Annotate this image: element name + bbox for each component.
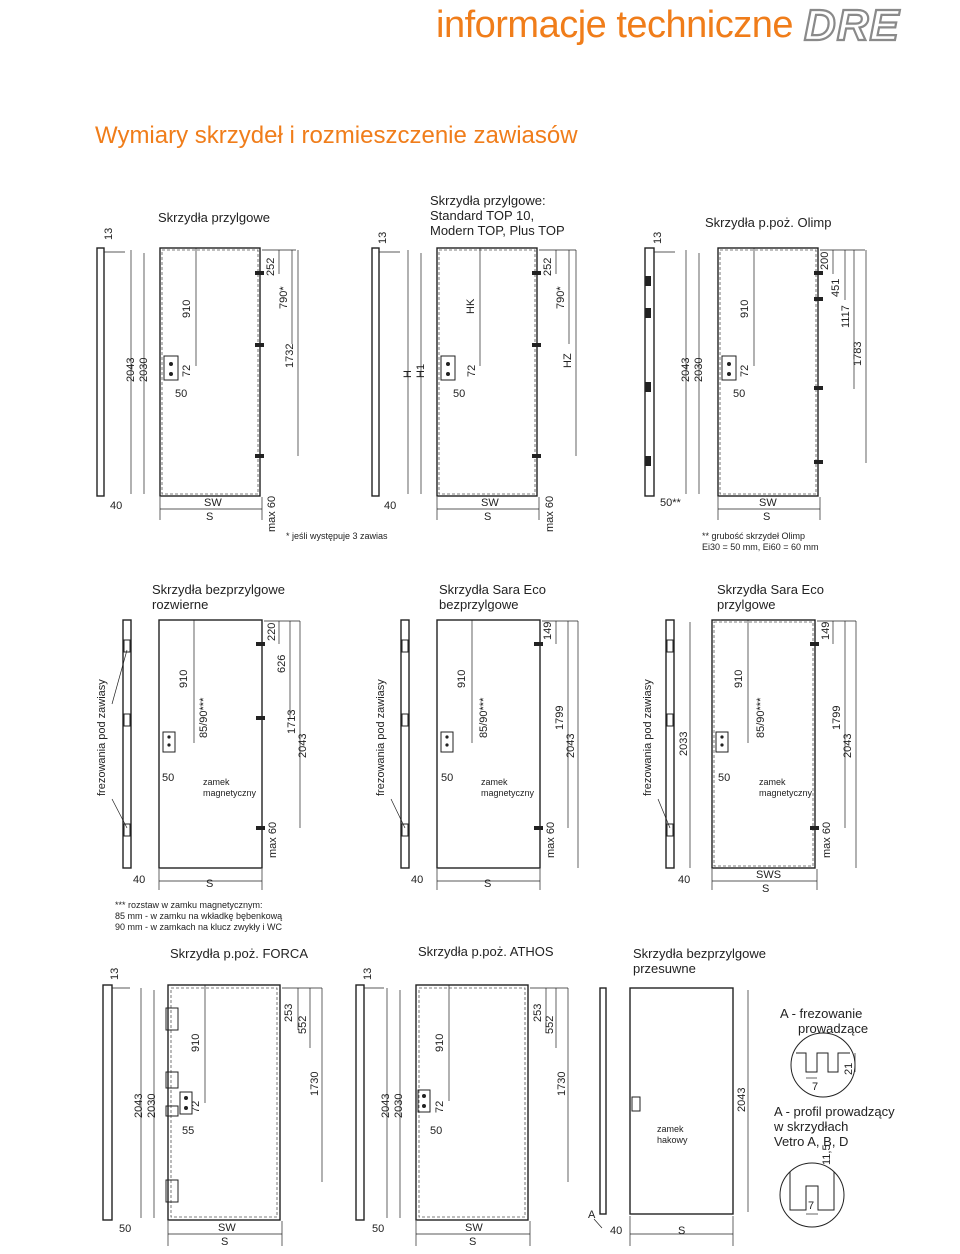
hinge [256,826,265,830]
door-leaf [416,985,528,1220]
dim-label: 149 [820,621,832,640]
door-leaf [437,248,537,496]
lock-label: zamek [481,777,508,787]
door-leaf [718,248,818,496]
dim-label: max 60 [544,495,556,532]
panel-title-line: rozwierne [152,597,209,612]
lock-label: zamek [203,777,230,787]
dim-label: 40 [133,874,146,886]
lock-label: zamek [759,777,786,787]
panel-title-line: Skrzydła przylgowe: [430,193,546,208]
dim-label: S [484,511,492,523]
dim-label: S [206,878,214,890]
lock-label: hakowy [657,1135,688,1145]
dim-label: 72 [181,364,193,377]
dim-label: 50 [733,388,746,400]
door-leaf [437,620,540,868]
dim-label: SW [204,497,222,509]
panel-olimp [645,215,866,552]
panel-bezprzylgowe-rozwierne [96,582,309,932]
logo-text: DRE [804,4,900,44]
dim-label: 1730 [556,1071,568,1096]
lock-label: magnetyczny [481,788,535,798]
panel-standard-top [372,193,576,532]
sliding-guide-profile [600,988,606,1214]
dim-label: H1 [415,363,427,378]
dim-label: 50 [718,772,731,784]
dim-label: 85/90*** [198,697,210,738]
dim-label: 50 [119,1223,132,1235]
detail-title: w skrzydłach [774,1119,849,1134]
dim-label: 2033 [678,731,690,756]
dim-label: 2043 [380,1093,392,1118]
dim-label: SW [481,497,499,509]
detail-a [773,1006,895,1227]
dim-label: 72 [466,364,478,377]
hinge [814,460,823,464]
dim-label: 910 [190,1033,202,1052]
dim-label: 910 [181,299,193,318]
dim-label: 910 [733,669,745,688]
dim-label: 1783 [852,341,864,366]
dim-label: 40 [678,874,691,886]
dim-label: 451 [830,278,842,297]
dim-label: HZ [562,353,574,368]
hinge [255,454,264,458]
frame-profile [356,985,364,1220]
dim-label: HK [465,298,477,314]
dim-label: 2043 [736,1087,748,1112]
dim-label: max 60 [545,821,557,858]
dim-label: S [206,511,214,523]
dim-label: 2043 [133,1093,145,1118]
dim-label: frezowania pod zawiasy [642,679,654,796]
dim-label: max 60 [821,821,833,858]
dim-label: S [762,883,770,895]
door-leaf [712,620,815,868]
dim-label: 552 [297,1015,309,1034]
panel-athos [356,944,568,1248]
dim-label: S [484,878,492,890]
dim-label: 50 [372,1223,385,1235]
dim-label: 626 [276,654,288,673]
hinge [256,716,265,720]
dim-label: 40 [384,500,397,512]
panel-sara-eco-bezprzylgowe [375,582,578,890]
panel-title-line: Standard TOP 10, [430,208,535,223]
hinge [255,343,264,347]
dim-label: 50 [441,772,454,784]
hinge [814,386,823,390]
dim-label: 13 [109,967,121,980]
dim-label: 50 [453,388,466,400]
door-leaf [159,620,262,868]
dim-label: 910 [178,669,190,688]
frame-profile [103,985,112,1220]
hinge [810,642,819,646]
dim-label: 2043 [297,733,309,758]
dim-label: 1799 [831,705,843,730]
dim-label: 2043 [842,733,854,758]
panel-title-line: przylgowe [717,597,776,612]
dim-label: 72 [434,1100,446,1113]
dim-label: SW [465,1222,483,1234]
dim-label: 790* [278,286,290,309]
panel-title-line: Skrzydła bezprzylgowe [152,582,285,597]
dim-label: 55 [182,1125,195,1137]
dim-label: 1713 [286,709,298,734]
dim-label: 220 [266,622,278,641]
detail-title: prowadzące [798,1021,869,1036]
dim-label: 1799 [554,705,566,730]
dim-label: 85/90*** [755,697,767,738]
panel-title-line: Skrzydła przylgowe [158,210,270,225]
note-olimp: Ei30 = 50 mm, Ei60 = 60 mm [702,542,819,552]
panel-skrzydla-przylgowe [97,210,388,541]
dim-label: 11,5 [821,1144,833,1165]
dim-label: SW [759,497,777,509]
dim-label: 2043 [125,357,137,382]
panel-title-line: Skrzydła p.poż. ATHOS [418,944,554,959]
dim-label: 50 [175,388,188,400]
dim-label: 40 [110,500,123,512]
dim-label: S [763,511,771,523]
dim-label: 910 [739,299,751,318]
section-title: Wymiary skrzydeł i rozmieszczenie zawiasów [95,122,578,149]
dim-label: 40 [411,874,424,886]
hinge [532,454,541,458]
hinge [814,271,823,275]
dim-label: frezowania pod zawiasy [96,679,108,796]
panel-title-line: Modern TOP, Plus TOP [430,223,565,238]
dim-label: 2030 [393,1093,405,1118]
dim-label: 1730 [309,1071,321,1096]
dim-label: A [588,1209,596,1221]
dim-label: S [678,1225,686,1237]
frame-profile [97,248,104,496]
dim-label: max 60 [267,821,279,858]
panel-title-line: Skrzydła p.poż. Olimp [705,215,832,230]
dim-label: S [221,1236,229,1248]
dim-label: 253 [532,1003,544,1022]
hinge [814,297,823,301]
detail-title: A - profil prowadzący [774,1104,895,1119]
dim-label: 13 [362,967,374,980]
dim-label: 50 [430,1125,443,1137]
door-leaf [160,248,260,496]
lock-label: zamek [657,1124,684,1134]
dim-label: SWS [756,869,782,881]
dim-label: 72 [739,364,751,377]
dim-label: SW [218,1222,236,1234]
door-leaf [168,985,280,1220]
dim-label: frezowania pod zawiasy [375,679,387,796]
panel-bezprzylgowe-przesuwne [588,946,766,1246]
dim-label: S [469,1236,477,1248]
hinge [810,826,819,830]
dim-label: 13 [103,227,115,240]
note-olimp: ** grubość skrzydeł Olimp [702,531,806,541]
note-rozstaw: *** rozstaw w zamku magnetycznym: [115,900,263,910]
lock-label: magnetyczny [203,788,257,798]
panel-title-line: Skrzydła p.poż. FORCA [170,946,308,961]
dim-label: 2043 [680,357,692,382]
dim-label: 149 [542,621,554,640]
dim-label: 7 [812,1081,819,1093]
dim-label: 552 [544,1015,556,1034]
panel-forca [103,946,322,1248]
dim-label: 2030 [138,357,150,382]
hinge [534,642,543,646]
panel-title-line: Skrzydła bezprzylgowe [633,946,766,961]
panel-title-line: Skrzydła Sara Eco [717,582,824,597]
dim-label: 910 [456,669,468,688]
dim-label: 72 [190,1100,202,1113]
dim-label: 252 [265,257,277,276]
dim-label: 50 [162,772,175,784]
note-rozstaw: 85 mm - w zamku na wkładkę bębenkową [115,911,283,921]
hinge [534,826,543,830]
dim-label: 253 [283,1003,295,1022]
panel-sara-eco-przylgowe [642,582,856,895]
door-leaf [630,988,733,1214]
dim-label: 2030 [146,1093,158,1118]
dim-label: 200 [819,251,831,270]
hinge [532,343,541,347]
dim-label: 2030 [693,357,705,382]
dim-label: 50** [660,497,681,509]
dim-label: 1117 [840,305,852,328]
note-hinges: * jeśli występuje 3 zawias [286,531,388,541]
dim-label: max 60 [266,495,278,532]
lock-label: magnetyczny [759,788,813,798]
note-rozstaw: 90 mm - w zamkach na klucz zwykły i WC [115,922,283,932]
dim-label: 910 [434,1033,446,1052]
hinge [532,271,541,275]
hinge [256,642,265,646]
dim-label: 85/90*** [478,697,490,738]
dim-label: 7 [808,1200,815,1212]
panel-title-line: przesuwne [633,961,696,976]
panel-title-line: bezprzylgowe [439,597,519,612]
dim-label: 13 [652,231,664,244]
dim-label: 252 [542,257,554,276]
dim-label: 21 [843,1062,855,1075]
dim-label: 40 [610,1225,623,1237]
dim-label: 790* [555,286,567,309]
panel-title-line: Skrzydła Sara Eco [439,582,546,597]
hinge [255,271,264,275]
dim-label: 1732 [284,343,296,368]
dim-label: H [402,370,414,378]
sheet-title: informacje techniczne [436,4,794,46]
dim-label: 2043 [565,733,577,758]
dim-label: 13 [377,231,389,244]
detail-title: Vetro A, B, D [774,1134,849,1149]
detail-title: A - frezowanie [780,1006,863,1021]
frame-profile [372,248,379,496]
